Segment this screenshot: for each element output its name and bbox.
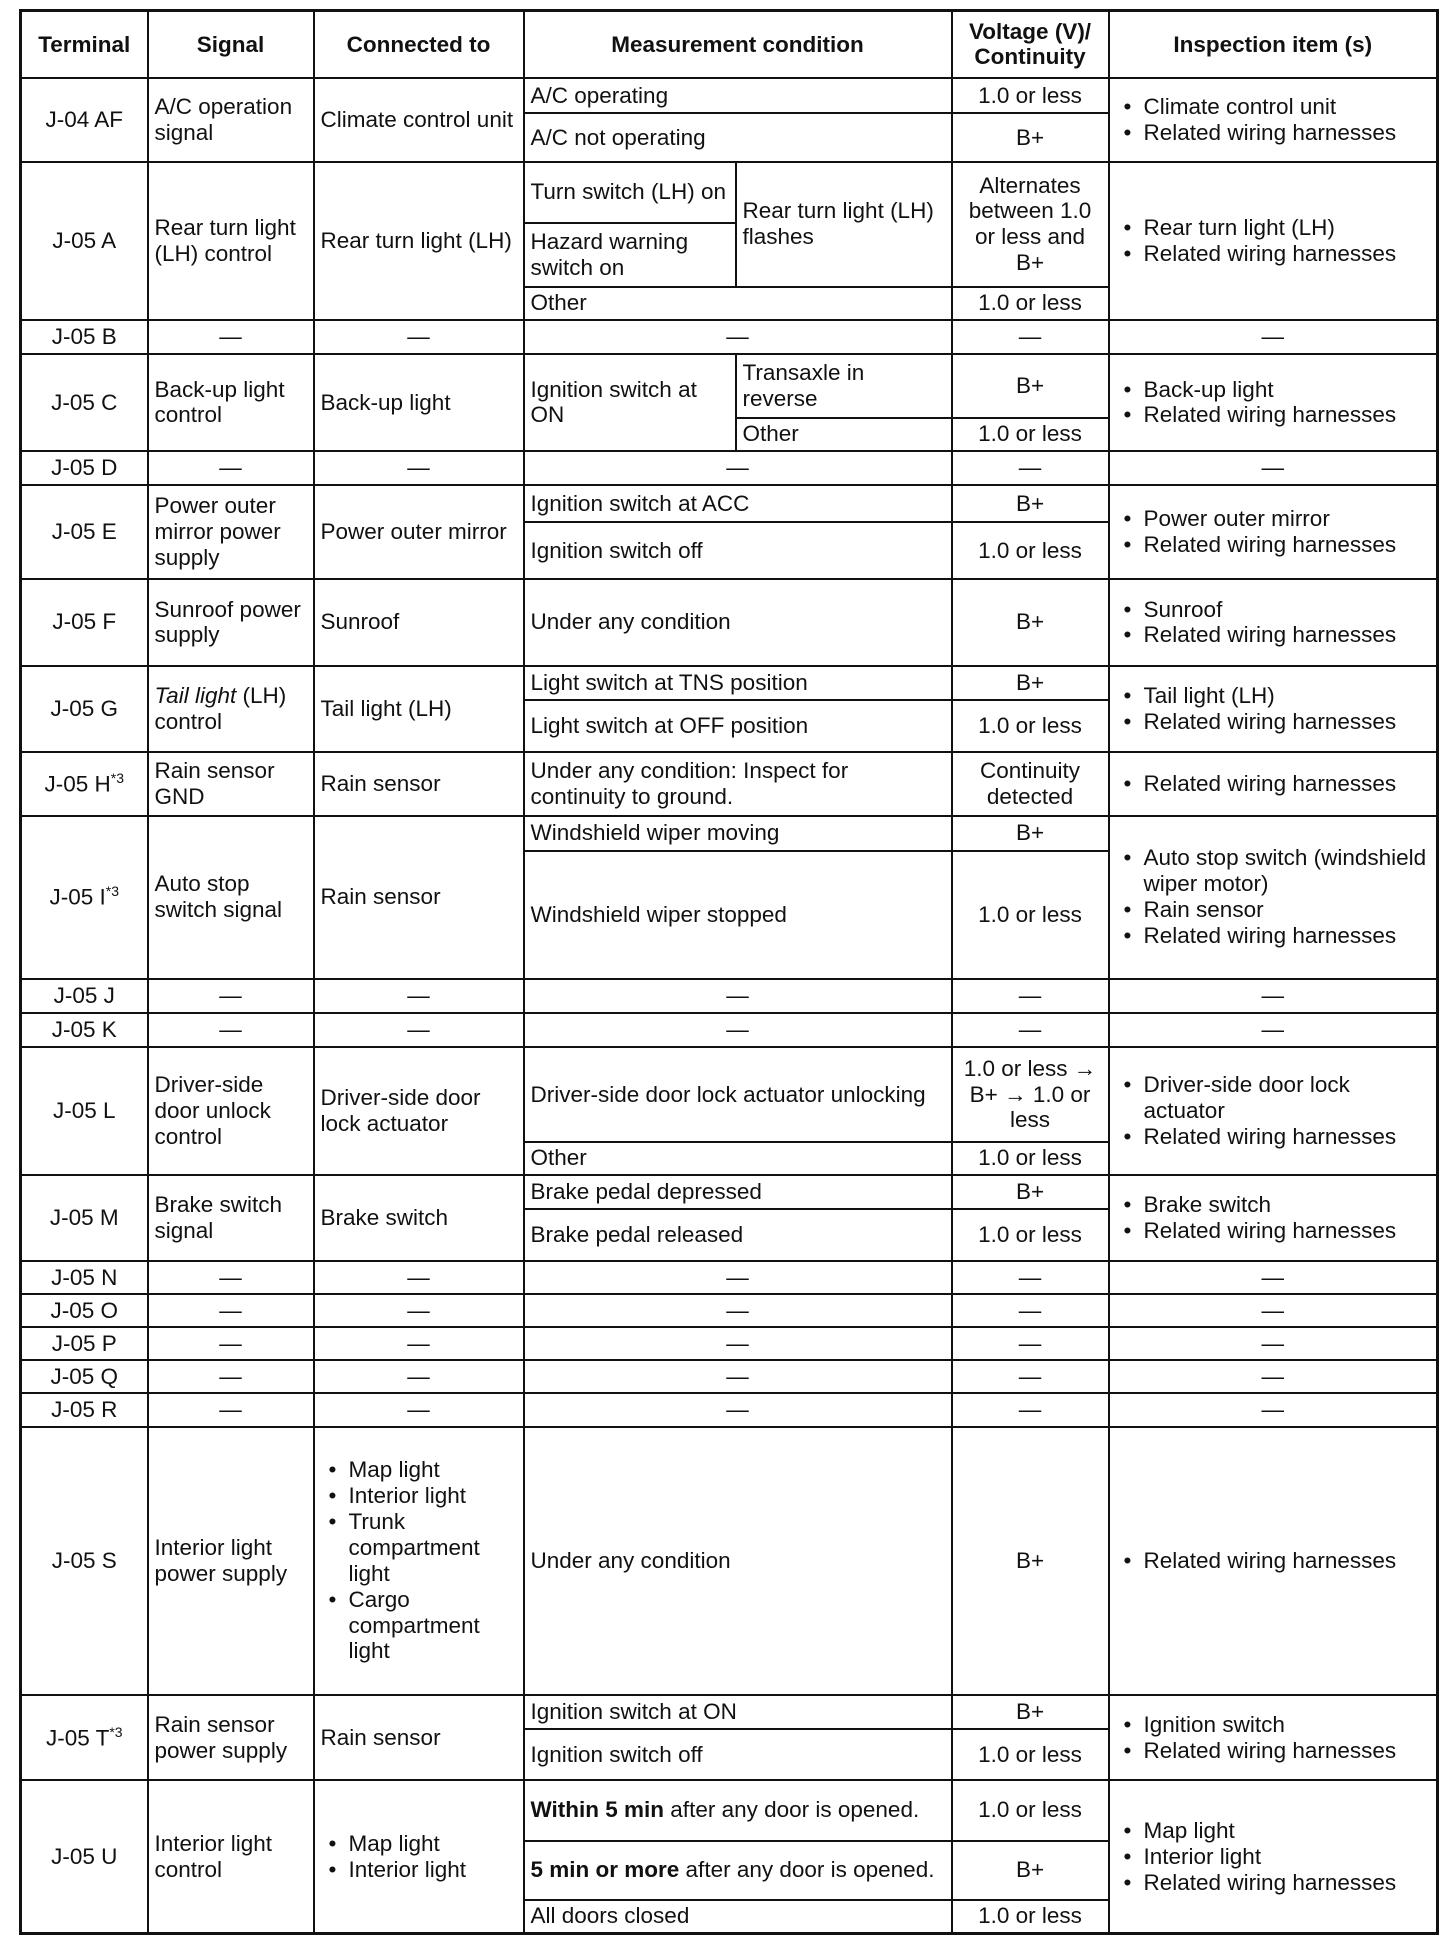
value-cell: 1.0 or less <box>952 1209 1109 1261</box>
empty-cell: — <box>1109 320 1438 354</box>
condition-cell: All doors closed <box>524 1900 952 1934</box>
empty-cell: — <box>314 1327 524 1360</box>
condition-cell: Other <box>524 1142 952 1175</box>
value-cell: 1.0 or less <box>952 418 1109 451</box>
inspection-cell <box>1109 1695 1438 1780</box>
table-row <box>21 1360 1438 1393</box>
header-row <box>21 11 1438 78</box>
condition-cell: Driver-side door lock actuator unlocking <box>524 1047 952 1141</box>
terminal-cell: J-05 L <box>21 1047 148 1174</box>
table-row <box>21 1695 1438 1729</box>
list-item: • Related wiring harnesses <box>1116 771 1431 797</box>
table-row <box>21 579 1438 665</box>
signal-cell: Rain sensor GND <box>148 752 314 816</box>
connected-cell: Driver-side door lock actuator <box>314 1047 524 1174</box>
value-cell: 1.0 or less <box>952 287 1109 320</box>
condition-cell: Other <box>736 418 952 451</box>
inspection-table <box>19 9 1439 1935</box>
empty-cell: — <box>148 1393 314 1426</box>
terminal-cell: J-05 U <box>21 1780 148 1933</box>
signal-cell: Rear turn light (LH) control <box>148 162 314 320</box>
empty-cell: — <box>314 320 524 354</box>
empty-cell: — <box>148 979 314 1013</box>
terminal-cell: J-05 N <box>21 1261 148 1294</box>
list-item: • Related wiring harnesses <box>1116 923 1431 949</box>
list-item: • Ignition switch <box>1116 1712 1431 1738</box>
connected-cell <box>314 1780 524 1933</box>
inspection-cell <box>1109 666 1438 752</box>
list-item: • Driver-side door lock actuator <box>1116 1072 1431 1124</box>
table-row <box>21 1393 1438 1426</box>
empty-cell: — <box>1109 1013 1438 1047</box>
signal-cell: Tail light (LH) control <box>148 666 314 752</box>
footnote-mark: *3 <box>110 770 124 787</box>
list-item: • Trunk compartment light <box>321 1509 517 1587</box>
value-cell: B+ <box>952 113 1109 162</box>
connected-cell <box>314 1427 524 1696</box>
condition-cell: Light switch at OFF position <box>524 700 952 752</box>
empty-cell: — <box>524 1261 952 1294</box>
inspection-cell <box>1109 162 1438 320</box>
list-item: • Related wiring harnesses <box>1116 1870 1431 1896</box>
condition-cell: Brake pedal released <box>524 1209 952 1261</box>
signal-cell: Interior light power supply <box>148 1427 314 1696</box>
condition-cell: Windshield wiper moving <box>524 816 952 851</box>
list-item: • Related wiring harnesses <box>1116 402 1431 428</box>
empty-cell: — <box>952 1360 1109 1393</box>
empty-cell: — <box>1109 1327 1438 1360</box>
condition-cell: Ignition switch at ON <box>524 354 736 451</box>
terminal-cell: J-05 A <box>21 162 148 320</box>
empty-cell: — <box>952 1261 1109 1294</box>
list-item: • Brake switch <box>1116 1192 1431 1218</box>
condition-cell: 5 min or more after any door is opened. <box>524 1841 952 1900</box>
value-cell: B+ <box>952 579 1109 665</box>
inspection-cell <box>1109 752 1438 816</box>
signal-cell: Back-up light control <box>148 354 314 451</box>
connected-cell: Rear turn light (LH) <box>314 162 524 320</box>
table-row <box>21 1261 1438 1294</box>
terminal-cell: J-05 E <box>21 485 148 579</box>
terminal-cell: J-05 Q <box>21 1360 148 1393</box>
table-row <box>21 752 1438 816</box>
empty-cell: — <box>148 1294 314 1327</box>
empty-cell: — <box>952 979 1109 1013</box>
condition-cell: Under any condition <box>524 1427 952 1696</box>
inspection-cell <box>1109 816 1438 979</box>
signal-cell: Brake switch signal <box>148 1175 314 1261</box>
terminal-cell: J-05 O <box>21 1294 148 1327</box>
empty-cell: — <box>314 1294 524 1327</box>
condition-cell: Windshield wiper stopped <box>524 851 952 979</box>
empty-cell: — <box>1109 979 1438 1013</box>
signal-cell: Driver-side door unlock control <box>148 1047 314 1174</box>
list-item: • Back-up light <box>1116 377 1431 403</box>
empty-cell: — <box>524 1327 952 1360</box>
table-row <box>21 320 1438 354</box>
table-row <box>21 1047 1438 1141</box>
inspection-cell <box>1109 1175 1438 1261</box>
terminal-cell: J-05 $I^{*3}$ <box>21 816 148 979</box>
value-cell: B+ <box>952 666 1109 700</box>
empty-cell: — <box>314 1360 524 1393</box>
value-cell: B+ <box>952 485 1109 522</box>
header-connected: Connected to <box>314 11 524 78</box>
empty-cell: — <box>524 1294 952 1327</box>
value-cell: B+ <box>952 354 1109 418</box>
empty-cell: — <box>524 979 952 1013</box>
table-row <box>21 1780 1438 1840</box>
connected-cell: Tail light (LH) <box>314 666 524 752</box>
terminal-cell: J-05 J <box>21 979 148 1013</box>
condition-cell: Rear turn light (LH) flashes <box>736 162 952 287</box>
value-cell: 1.0 or less <box>952 1900 1109 1934</box>
empty-cell: — <box>952 1393 1109 1426</box>
value-cell: B+ <box>952 1695 1109 1729</box>
list-item: • Related wiring harnesses <box>1116 532 1431 558</box>
terminal-cell: J-04 AF <box>21 78 148 162</box>
empty-cell: — <box>952 1013 1109 1047</box>
empty-cell: — <box>148 1013 314 1047</box>
empty-cell: — <box>1109 1360 1438 1393</box>
terminal-cell: J-05 B <box>21 320 148 354</box>
table-row <box>21 979 1438 1013</box>
header-inspection: Inspection item (s) <box>1109 11 1438 78</box>
condition-cell: Transaxle in reverse <box>736 354 952 418</box>
list-item: • Related wiring harnesses <box>1116 1548 1431 1574</box>
empty-cell: — <box>1109 1294 1438 1327</box>
value-cell: 1.0 or less <box>952 78 1109 113</box>
table-row <box>21 1294 1438 1327</box>
condition-cell: Other <box>524 287 952 320</box>
empty-cell: — <box>952 1294 1109 1327</box>
condition-cell: A/C not operating <box>524 113 952 162</box>
empty-cell: — <box>524 1393 952 1426</box>
terminal-cell: J-05 P <box>21 1327 148 1360</box>
value-cell: 1.0 or less <box>952 700 1109 752</box>
terminal-cell: J-05 C <box>21 354 148 451</box>
connected-cell: Rain sensor <box>314 1695 524 1780</box>
empty-cell: — <box>524 1013 952 1047</box>
list-item: • Rain sensor <box>1116 897 1431 923</box>
value-cell: 1.0 or less <box>952 1142 1109 1175</box>
table-row <box>21 78 1438 113</box>
list-item: • Related wiring harnesses <box>1116 622 1431 648</box>
table-row <box>21 354 1438 418</box>
terminal-cell: J-05 M <box>21 1175 148 1261</box>
connected-cell: Rain sensor <box>314 816 524 979</box>
list-item: • Cargo compartment light <box>321 1587 517 1665</box>
empty-cell: — <box>1109 1393 1438 1426</box>
footnote-mark: *3 <box>105 883 119 900</box>
empty-cell: — <box>148 1360 314 1393</box>
list-item: • Related wiring harnesses <box>1116 241 1431 267</box>
terminal-cell: J-05 S <box>21 1427 148 1696</box>
condition-cell: Ignition switch at ACC <box>524 485 952 522</box>
empty-cell: — <box>148 451 314 485</box>
empty-cell: — <box>524 320 952 354</box>
value-cell: B+ <box>952 1427 1109 1696</box>
list-item: • Interior light <box>1116 1844 1431 1870</box>
empty-cell: — <box>952 451 1109 485</box>
empty-cell: — <box>1109 451 1438 485</box>
connected-cell: Climate control unit <box>314 78 524 162</box>
list-item: • Map light <box>1116 1818 1431 1844</box>
list-item: • Sunroof <box>1116 597 1431 623</box>
list-item: • Rear turn light (LH) <box>1116 215 1431 241</box>
inspection-cell <box>1109 78 1438 162</box>
signal-cell: Auto stop switch signal <box>148 816 314 979</box>
list-item: • Related wiring harnesses <box>1116 120 1431 146</box>
condition-cell: Turn switch (LH) on <box>524 162 736 223</box>
condition-cell: A/C operating <box>524 78 952 113</box>
terminal-cell: J-05 R <box>21 1393 148 1426</box>
value-cell: 1.0 or less <box>952 1729 1109 1780</box>
condition-cell: Ignition switch at ON <box>524 1695 952 1729</box>
terminal-cell: J-05 G <box>21 666 148 752</box>
empty-cell: — <box>148 1327 314 1360</box>
condition-cell: Hazard warning switch on <box>524 223 736 287</box>
list-item: • Auto stop switch (windshield wiper motor) <box>1116 845 1431 897</box>
table-row <box>21 666 1438 700</box>
signal-cell: Interior light control <box>148 1780 314 1933</box>
list-item: • Map light <box>321 1831 517 1857</box>
inspection-cell <box>1109 579 1438 665</box>
inspection-cell <box>1109 1427 1438 1696</box>
connected-cell: Rain sensor <box>314 752 524 816</box>
condition-cell: Light switch at TNS position <box>524 666 952 700</box>
condition-cell: Under any condition <box>524 579 952 665</box>
empty-cell: — <box>314 451 524 485</box>
header-signal: Signal <box>148 11 314 78</box>
empty-cell: — <box>314 1261 524 1294</box>
terminal-cell: J-05 F <box>21 579 148 665</box>
signal-cell: Sunroof power supply <box>148 579 314 665</box>
value-cell: B+ <box>952 1841 1109 1900</box>
table-row <box>21 485 1438 522</box>
value-cell: Continuity detected <box>952 752 1109 816</box>
empty-cell: — <box>952 320 1109 354</box>
condition-cell: Ignition switch off <box>524 522 952 579</box>
empty-cell: — <box>952 1327 1109 1360</box>
inspection-cell <box>1109 485 1438 579</box>
value-cell: B+ <box>952 1175 1109 1209</box>
empty-cell: — <box>314 1013 524 1047</box>
inspection-cell <box>1109 1780 1438 1933</box>
value-cell: B+ <box>952 816 1109 851</box>
table-row <box>21 1427 1438 1696</box>
signal-cell: Power outer mirror power supply <box>148 485 314 579</box>
list-item: • Interior light <box>321 1857 517 1883</box>
value-cell: Alternates between 1.0 or less and B+ <box>952 162 1109 287</box>
value-cell: 1.0 or less <box>952 1780 1109 1840</box>
table-row <box>21 451 1438 485</box>
condition-cell: Within 5 min after any door is opened. <box>524 1780 952 1840</box>
connected-cell: Brake switch <box>314 1175 524 1261</box>
empty-cell: — <box>524 451 952 485</box>
header-terminal: Terminal <box>21 11 148 78</box>
list-item: • Power outer mirror <box>1116 506 1431 532</box>
condition-cell: Ignition switch off <box>524 1729 952 1780</box>
empty-cell: — <box>314 979 524 1013</box>
value-cell: 1.0 or less <box>952 851 1109 979</box>
empty-cell: — <box>1109 1261 1438 1294</box>
connected-cell: Sunroof <box>314 579 524 665</box>
list-item: • Climate control unit <box>1116 94 1431 120</box>
list-item: • Map light <box>321 1457 517 1483</box>
terminal-cell: J-05 K <box>21 1013 148 1047</box>
table-row <box>21 162 1438 223</box>
header-voltage: Voltage (V)/ Continuity <box>952 11 1109 78</box>
list-item: • Related wiring harnesses <box>1116 1124 1431 1150</box>
terminal-cell: J-05 $H^{*3}$ <box>21 752 148 816</box>
inspection-cell <box>1109 1047 1438 1174</box>
condition-cell: Under any condition: Inspect for continuity to ground. <box>524 752 952 816</box>
empty-cell: — <box>524 1360 952 1393</box>
connected-cell: Back-up light <box>314 354 524 451</box>
header-condition: Measurement condition <box>524 11 952 78</box>
list-item: • Tail light (LH) <box>1116 683 1431 709</box>
list-item: • Interior light <box>321 1483 517 1509</box>
list-item: • Related wiring harnesses <box>1116 709 1431 735</box>
table-row <box>21 1013 1438 1047</box>
terminal-cell: J-05 D <box>21 451 148 485</box>
terminal-cell: J-05 $T^{*3}$ <box>21 1695 148 1780</box>
footnote-mark: *3 <box>109 1723 123 1740</box>
connected-cell: Power outer mirror <box>314 485 524 579</box>
signal-cell: Rain sensor power supply <box>148 1695 314 1780</box>
table-row <box>21 816 1438 851</box>
signal-cell: A/C operation signal <box>148 78 314 162</box>
inspection-cell <box>1109 354 1438 451</box>
empty-cell: — <box>314 1393 524 1426</box>
value-cell: 1.0 or less <box>952 522 1109 579</box>
table-row <box>21 1175 1438 1209</box>
condition-cell: Brake pedal depressed <box>524 1175 952 1209</box>
value-cell: 1.0 or less → B+ → 1.0 or less <box>952 1047 1109 1141</box>
table-row <box>21 1327 1438 1360</box>
list-item: • Related wiring harnesses <box>1116 1738 1431 1764</box>
empty-cell: — <box>148 320 314 354</box>
list-item: • Related wiring harnesses <box>1116 1218 1431 1244</box>
empty-cell: — <box>148 1261 314 1294</box>
